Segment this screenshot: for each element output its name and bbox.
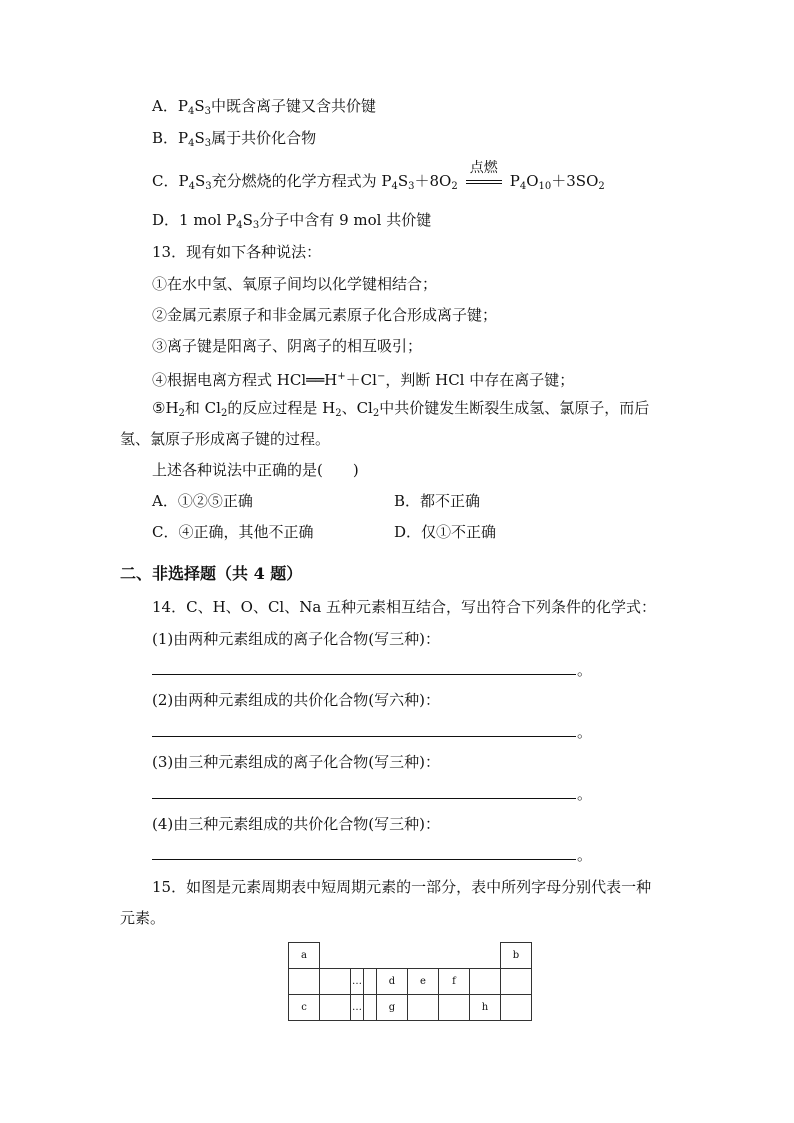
table-row — [289, 943, 532, 969]
periodic-table-fragment — [288, 942, 532, 1021]
cell-c: c — [289, 995, 320, 1021]
cell-d: d — [377, 969, 408, 995]
q13-option-d: D．仅①不正确 — [394, 523, 497, 541]
answer-blank-3[interactable] — [152, 798, 576, 799]
q13-stem: 13．现有如下各种说法： — [152, 243, 322, 261]
q13-statement-2: ②金属元素原子和非金属元素原子化合形成离子键； — [152, 306, 498, 324]
blank-3-end: 。 — [577, 785, 593, 803]
q13-statement-3: ③离子键是阳离子、阴离子的相互吸引； — [152, 337, 423, 355]
answer-blank-1[interactable] — [152, 674, 576, 675]
q13-option-a: A．①②⑤正确 — [152, 492, 253, 510]
q14-part-4: (4)由三种元素组成的共价化合物(写三种)： — [152, 815, 440, 833]
reaction-condition-arrow — [464, 160, 504, 191]
answer-blank-2[interactable] — [152, 736, 576, 737]
cell-b: b — [501, 943, 532, 969]
q12-option-a: A．$P_4S_3$中既含离子键又含共价键 — [152, 97, 376, 117]
blank-2-end: 。 — [577, 723, 593, 741]
q13-option-b: B．都不正确 — [394, 492, 481, 510]
q12-option-c: C．$P_4S_3$充分燃烧的化学方程式为 $P_4S_3+8O_2$ 点燃 $P_4O_{10}+3SO_2$ — [152, 160, 605, 192]
table-row — [289, 995, 532, 1021]
blank-1-end: 。 — [577, 661, 593, 679]
q14-part-3: (3)由三种元素组成的离子化合物(写三种)： — [152, 753, 440, 771]
section-heading: 二、非选择题（共 4 题） — [120, 564, 303, 583]
q13-statement-1: ①在水中氢、氧原子间均以化学键相结合； — [152, 275, 438, 293]
q13-option-c: C．④正确，其他不正确 — [152, 523, 314, 541]
q15-stem-line-2: 元素。 — [120, 909, 166, 927]
answer-blank-4[interactable] — [152, 859, 576, 860]
cell-e: e — [408, 969, 439, 995]
cell-ellipsis: … — [351, 969, 364, 995]
table-row — [289, 969, 532, 995]
cell-g: g — [377, 995, 408, 1021]
q12-option-d: D．1 mol $P_4S_3$分子中含有 9 mol 共价键 — [152, 211, 432, 231]
q13-statement-4: ④根据电离方程式 HCl══H+＋Cl−，判断 HCl 中存在离子键； — [152, 371, 575, 389]
cell-f: f — [439, 969, 470, 995]
q13-statement-5: $⑤H_2$和 $Cl_2$的反应过程是 $H_2$、$Cl_2$中共价键发生断裂生成氢、氯原子，而后 — [152, 399, 650, 419]
q14-stem: 14．C、H、O、Cl、Na 五种元素相互结合，写出符合下列条件的化学式： — [152, 598, 657, 616]
q13-statement-5-cont: 氢、氯原子形成离子键的过程。 — [120, 430, 331, 448]
q14-part-2: (2)由两种元素组成的共价化合物(写六种)： — [152, 691, 440, 709]
q15-stem-line-1: 15．如图是元素周期表中短周期元素的一部分，表中所列字母分别代表一种 — [152, 878, 652, 896]
q14-part-1: (1)由两种元素组成的离子化合物(写三种)： — [152, 630, 440, 648]
q12-option-b: B．$P_4S_3$属于共价化合物 — [152, 129, 317, 149]
blank-4-end: 。 — [577, 846, 593, 864]
cell-a: a — [289, 943, 320, 969]
q13-question: 上述各种说法中正确的是( ) — [152, 461, 359, 479]
cell-ellipsis: … — [351, 995, 364, 1021]
reaction-condition: 点燃 — [469, 160, 498, 176]
cell-h: h — [470, 995, 501, 1021]
